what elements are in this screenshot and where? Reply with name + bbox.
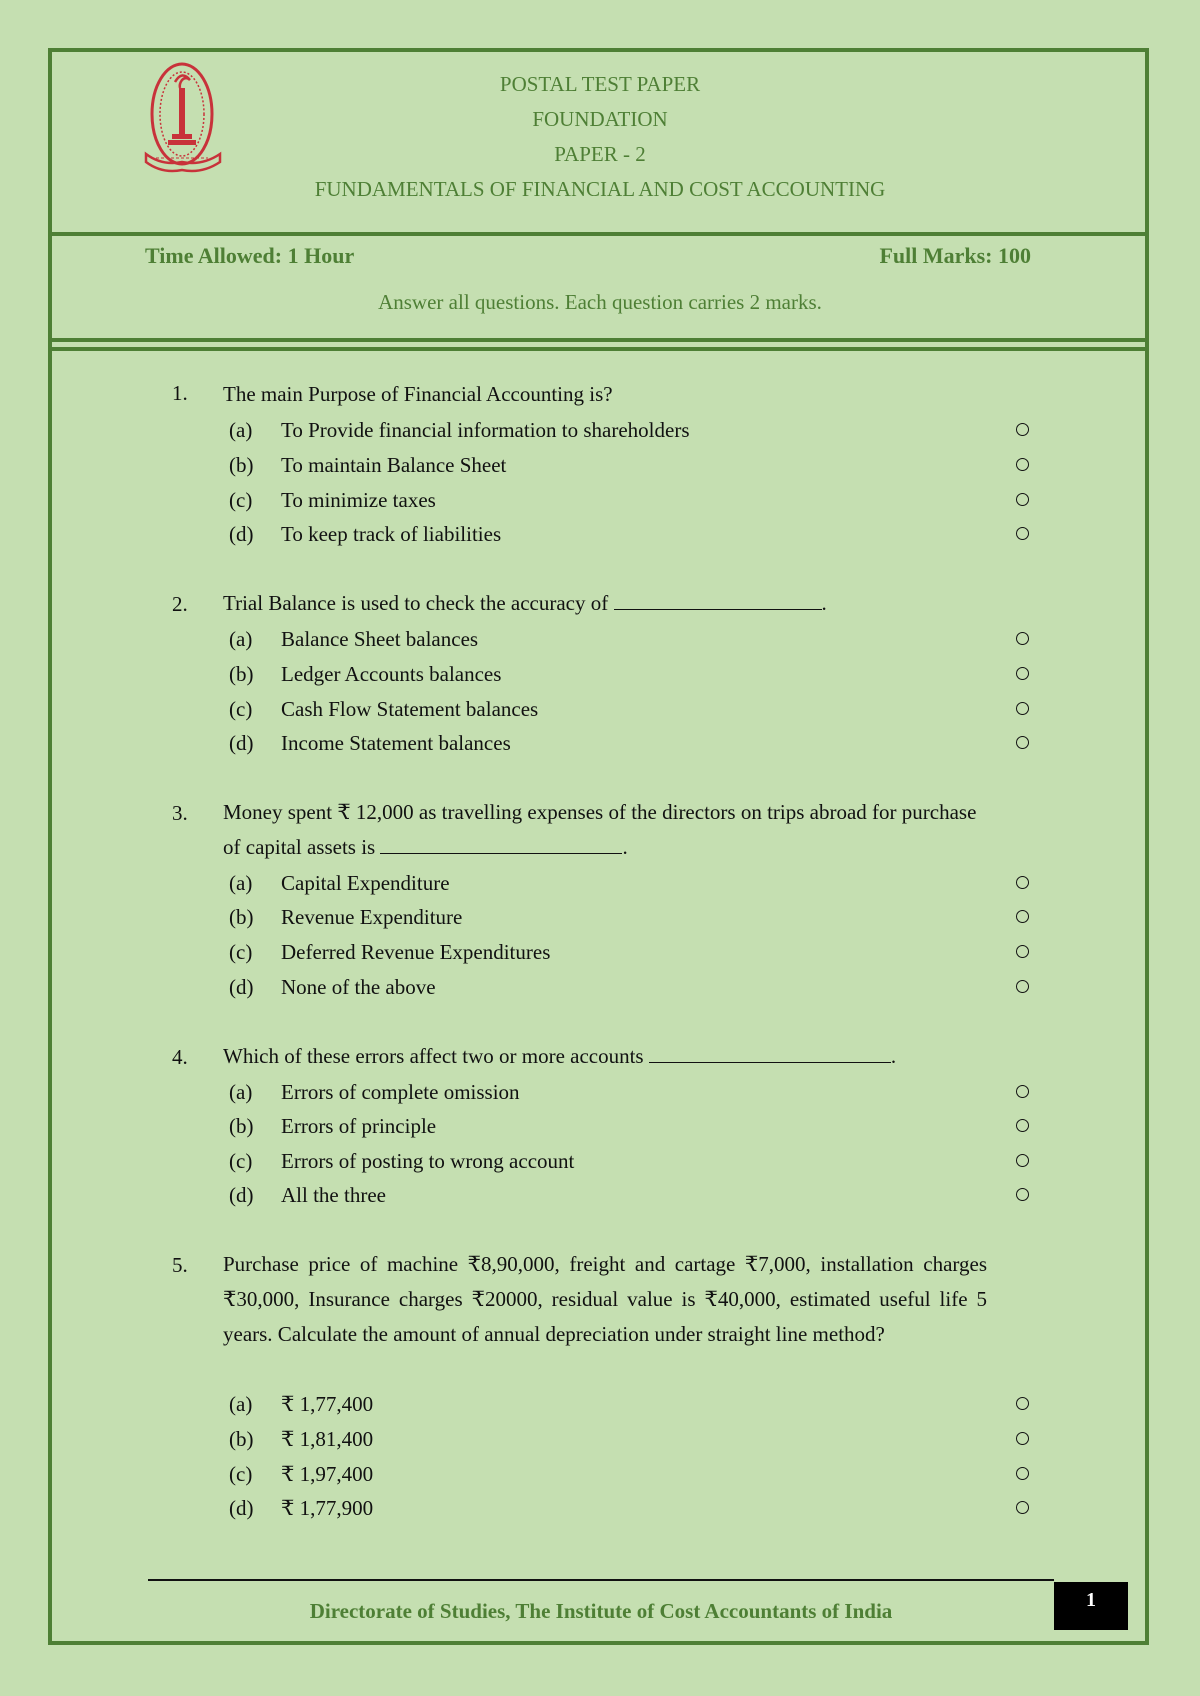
option-radio[interactable] bbox=[1016, 1467, 1029, 1480]
option-text: To maintain Balance Sheet bbox=[281, 453, 507, 477]
option-radio[interactable] bbox=[1016, 458, 1029, 471]
option-radio[interactable] bbox=[1016, 1501, 1029, 1514]
footer-publisher: Directorate of Studies, The Institute of Cost Accountants of India bbox=[309, 1599, 893, 1623]
option-text: None of the above bbox=[281, 975, 436, 999]
option-radio[interactable] bbox=[1016, 1397, 1029, 1410]
page-number: 1 bbox=[1054, 1582, 1128, 1630]
instructions: Answer all questions. Each question carries 2 marks. bbox=[378, 290, 822, 314]
option-text: ₹ 1,97,400 bbox=[281, 1462, 374, 1486]
option-text: Errors of posting to wrong account bbox=[281, 1149, 575, 1173]
level-title: FOUNDATION bbox=[532, 107, 668, 131]
answer-blank bbox=[380, 835, 622, 854]
footer-rule bbox=[148, 1579, 1054, 1581]
institute-logo bbox=[142, 54, 226, 178]
option-text: To Provide financial information to shareholders bbox=[281, 418, 690, 442]
option-radio[interactable] bbox=[1016, 876, 1029, 889]
option-text: Deferred Revenue Expenditures bbox=[281, 940, 551, 964]
option-radio[interactable] bbox=[1016, 945, 1029, 958]
header-divider bbox=[48, 232, 1149, 236]
option-radio[interactable] bbox=[1016, 632, 1029, 645]
option-letter: (a) bbox=[229, 871, 253, 895]
meta-divider-bottom bbox=[48, 347, 1149, 351]
option-text: Cash Flow Statement balances bbox=[281, 697, 539, 721]
option-letter: (c) bbox=[229, 1149, 253, 1173]
option-letter: (c) bbox=[229, 488, 253, 512]
question-number: 3. bbox=[172, 801, 188, 825]
option-radio[interactable] bbox=[1016, 1154, 1029, 1167]
question-text: The main Purpose of Financial Accounting is? bbox=[223, 382, 613, 406]
option-letter: (b) bbox=[229, 1114, 254, 1138]
option-radio[interactable] bbox=[1016, 980, 1029, 993]
option-text: Ledger Accounts balances bbox=[281, 662, 502, 686]
question-text: Purchase price of machine ₹8,90,000, freight and cartage ₹7,000, installation charges ₹30,000, Insurance charges ₹20000, residual value is ₹40,000, estimated useful life 5 years. Calculate the amount of annual depreciation under straight line method? bbox=[223, 1252, 987, 1346]
option-text: Balance Sheet balances bbox=[281, 627, 479, 651]
option-text: All the three bbox=[281, 1183, 386, 1207]
option-radio[interactable] bbox=[1016, 423, 1029, 436]
option-letter: (d) bbox=[229, 1496, 254, 1520]
question-number: 5. bbox=[172, 1253, 188, 1277]
option-radio[interactable] bbox=[1016, 1432, 1029, 1445]
question-text: Money spent ₹ 12,000 as travelling expenses of the directors on trips abroad for purchase of capital assets is . bbox=[223, 800, 977, 859]
full-marks: Full Marks: 100 bbox=[879, 243, 1031, 268]
paper-number: PAPER - 2 bbox=[554, 142, 646, 166]
time-allowed: Time Allowed: 1 Hour bbox=[145, 243, 355, 268]
option-letter: (c) bbox=[229, 697, 253, 721]
option-radio[interactable] bbox=[1016, 910, 1029, 923]
question-number: 4. bbox=[172, 1045, 188, 1069]
option-text: Errors of complete omission bbox=[281, 1080, 520, 1104]
option-text: Errors of principle bbox=[281, 1114, 437, 1138]
option-text: To keep track of liabilities bbox=[281, 522, 502, 546]
option-letter: (b) bbox=[229, 1427, 254, 1451]
option-letter: (b) bbox=[229, 662, 254, 686]
question-text: Trial Balance is used to check the accuracy of . bbox=[223, 591, 827, 615]
option-radio[interactable] bbox=[1016, 493, 1029, 506]
option-letter: (b) bbox=[229, 453, 254, 477]
option-letter: (a) bbox=[229, 627, 253, 651]
question-number: 2. bbox=[172, 592, 188, 616]
answer-blank bbox=[649, 1044, 891, 1063]
paper-series-title: POSTAL TEST PAPER bbox=[499, 72, 701, 96]
option-radio[interactable] bbox=[1016, 702, 1029, 715]
option-letter: (b) bbox=[229, 905, 254, 929]
option-text: ₹ 1,77,400 bbox=[281, 1392, 374, 1416]
option-text: Revenue Expenditure bbox=[281, 905, 463, 929]
option-radio[interactable] bbox=[1016, 1119, 1029, 1132]
option-text: To minimize taxes bbox=[281, 488, 436, 512]
option-letter: (c) bbox=[229, 1462, 253, 1486]
option-letter: (a) bbox=[229, 418, 253, 442]
option-text: ₹ 1,81,400 bbox=[281, 1427, 374, 1451]
meta-divider-top bbox=[48, 338, 1149, 342]
question-number: 1. bbox=[172, 381, 188, 405]
option-radio[interactable] bbox=[1016, 527, 1029, 540]
question-text: Which of these errors affect two or more accounts . bbox=[223, 1044, 897, 1068]
option-text: ₹ 1,77,900 bbox=[281, 1496, 374, 1520]
option-letter: (a) bbox=[229, 1392, 253, 1416]
option-letter: (d) bbox=[229, 522, 254, 546]
subject-title: FUNDAMENTALS OF FINANCIAL AND COST ACCOUNTING bbox=[314, 177, 886, 201]
option-radio[interactable] bbox=[1016, 1188, 1029, 1201]
option-text: Income Statement balances bbox=[281, 731, 511, 755]
option-letter: (d) bbox=[229, 975, 254, 999]
option-letter: (d) bbox=[229, 1183, 254, 1207]
option-letter: (d) bbox=[229, 731, 254, 755]
option-radio[interactable] bbox=[1016, 1085, 1029, 1098]
option-radio[interactable] bbox=[1016, 736, 1029, 749]
answer-blank bbox=[614, 591, 822, 610]
option-letter: (a) bbox=[229, 1080, 253, 1104]
option-text: Capital Expenditure bbox=[281, 871, 450, 895]
option-radio[interactable] bbox=[1016, 667, 1029, 680]
option-letter: (c) bbox=[229, 940, 253, 964]
